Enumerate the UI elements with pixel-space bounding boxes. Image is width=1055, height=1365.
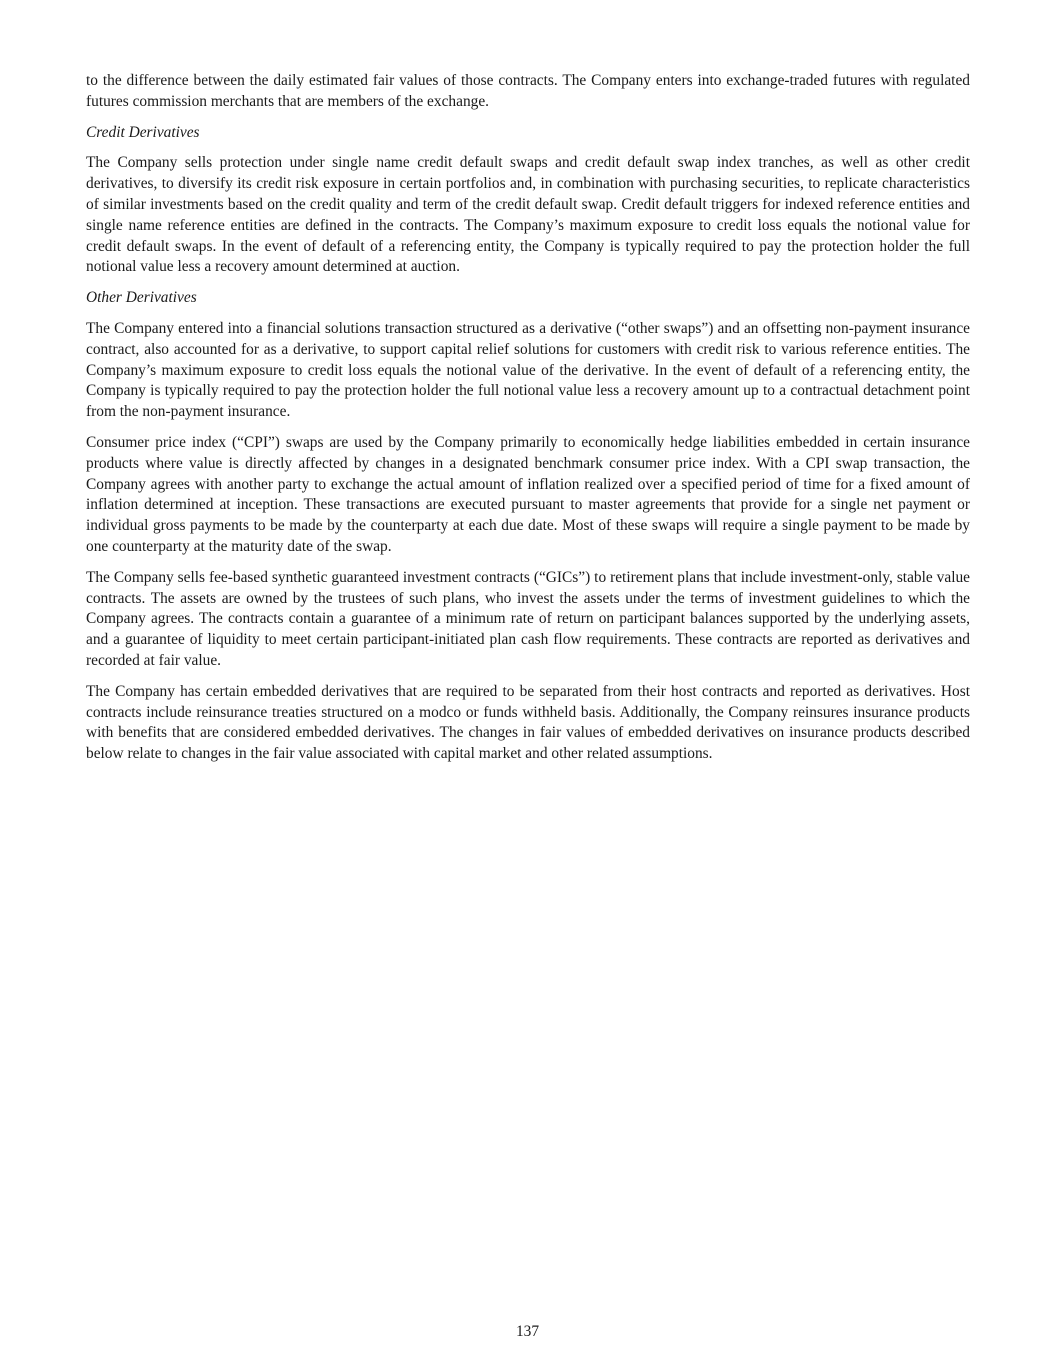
cpi-swaps-paragraph: Consumer price index (“CPI”) swaps are used by the Company primarily to economically hedge liabilities embedded in certain insurance products where value is directly affected by changes in a designated benchmark consumer price index. With a CPI swap transaction, the Company agrees with another party to exchange the actual amount of inflation realized over a specified period of time for a fixed amount of inflation determined at inception. These transactions are executed pursuant to master agreements that provide for a single net payment or individual gross payments to be made by the counterparty at each due date. Most of these swaps will require a single payment to be made by one counterparty at the maturity date of the swap. (86, 433, 970, 555)
intro-continuation-paragraph: to the difference between the daily estimated fair values of those contracts. The Company enters into exchange-traded futures with regulated futures commission merchants that are members of the exchange. (86, 72, 970, 110)
page-number: 137 (515, 1323, 540, 1340)
credit-derivatives-heading: Credit Derivatives (86, 123, 200, 141)
embedded-derivatives-paragraph: The Company has certain embedded derivatives that are required to be separated from their host contracts and reported as derivatives. Host contracts include reinsurance treaties structured on a modco or funds withheld basis. Additionally, the Company reinsures insurance products with benefits that are considered embedded derivatives. The changes in fair values of embedded derivatives on insurance products described below relate to changes in the fair value associated with capital market and other related assumptions. (86, 682, 970, 763)
synthetic-gics-paragraph: The Company sells fee-based synthetic guaranteed investment contracts (“GICs”) to retirement plans that include investment-only, stable value contracts. The assets are owned by the trustees of such plans, who invest the assets under the terms of investment guidelines to which the Company agrees. The contracts contain a guarantee of a minimum rate of return on participant balances supported by the underlying assets, and a guarantee of liquidity to meet certain participant-initiated plan cash flow requirements. These contracts are reported as derivatives and recorded at fair value. (86, 568, 970, 669)
document-page (86, 0, 970, 775)
page-content (86, 0, 970, 765)
credit-derivatives-paragraph: The Company sells protection under single name credit default swaps and credit default swap index tranches, as well as other credit derivatives, to diversify its credit risk exposure in certain portfolios and, in combination with purchasing securities, to replicate characteristics of similar investments based on the credit quality and term of the credit default swap. Credit default triggers for indexed reference entities and single name reference entities are defined in the contracts. The Company’s maximum exposure to credit loss equals the notional value for credit default swaps. In the event of default of a referencing entity, the Company is typically required to pay the protection holder the full notional value less a recovery amount determined at auction. (86, 154, 970, 276)
other-swaps-paragraph: The Company entered into a financial solutions transaction structured as a derivative (“other swaps”) and an offsetting non-payment insurance contract, also accounted for as a derivative, to support capital relief solutions for customers with credit risk to various reference entities. The Company’s maximum exposure to credit loss equals the notional value of the derivative. In the event of default of a referencing entity, the Company is typically required to pay the protection holder the full notional value less a recovery amount up to a contractual detachment point from the non-payment insurance. (86, 319, 970, 421)
other-derivatives-heading: Other Derivatives (86, 289, 197, 307)
